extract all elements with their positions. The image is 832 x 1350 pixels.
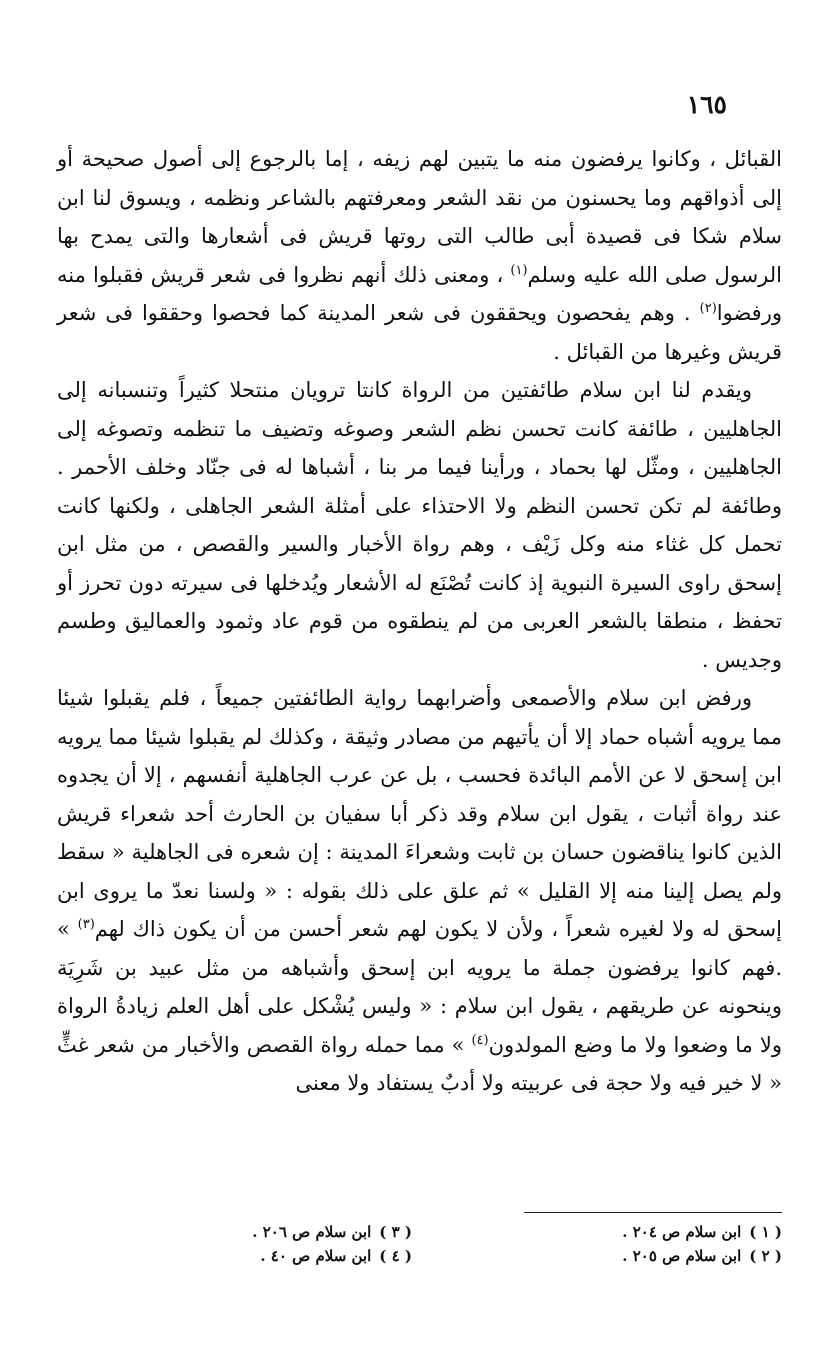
footnote-number: ( ٤ ) [379, 1247, 412, 1265]
text-segment: ورفض ابن سلام والأصمعى وأضرابهما رواية الطائفتين جميعاً ، فلم يقبلوا شيئا مما يرويه أشباه حماد إلا أن يأتيهم من مصادر وثيقة ، وكذلك لم يقبلوا شيئا مما يرويه ابن إسحق لا عن الأمم البائدة فحسب ، بل عن عرب الجاهلية أنفسهم ، إلا أن يجدوه عند رواة أثبات ، يقول ابن سلام وقد ذكر أبا سفيان بن الحارث أحد شعراء قريش الذين كانوا يناقضون حسان بن ثابت وشعراءَ المدينة : إن شعره فى الجاهلية « سقط ولم يصل إلينا منه إلا القليل » ثم علق على ذلك بقوله : « ولسنا نعدّ ما يروى ابن إسحق له ولا لغيره شعراً ، ولأن لا يكون لهم شعر أحسن من أن يكون ذاك لهم [57, 686, 782, 941]
paragraph-2 [57, 371, 782, 679]
text-segment: ويقدم لنا ابن سلام طائفتين من الرواة كانتا ترويان منتحلا كثيراً وتنسبانه إلى الجاهليين ، طائفة كانت تحسن نظم الشعر وصوغه وتضيف ما تنظمه وتصوغه إلى الجاهليين ، ومثّل لها بحماد ، ورأينا فيما مر بنا ، أشباها له فى جنّاد وخلف الأحمر . وطائفة لم تكن تحسن النظم ولا الاحتذاء على أمثلة الشعر الجاهلى ، ولكنها كانت تحمل كل غثاء منه وكل زَيْف ، وهم رواة الأخبار والسير والقصص ، من مثل ابن إسحق راوى السيرة النبوية إذ كانت تُصْنَع له الأشعار ويُدخلها فى سيرته دون تحرز أو تحفظ ، منطقا بالشعر العربى من لم ينطقوه من قوم عاد وثمود والعماليق وطسم وجديس . [57, 378, 782, 672]
paragraph-1 [57, 140, 782, 371]
footnote-divider [524, 1212, 782, 1213]
text-segment: » مما حمله رواة القصص والأخبار من شعر غثٍّ « لا خير فيه ولا حجة فى عربيته ولا أدبٌ يستفاد ولا معنى [57, 1032, 782, 1095]
footnote-ref-3[interactable]: (٣) [77, 917, 95, 932]
footnote-text: ابن سلام ص ٢٠٤ . [622, 1223, 742, 1241]
footnotes [57, 1220, 782, 1280]
footnote-text: ابن سلام ص ٢٠٦ . [252, 1223, 372, 1241]
footnote-text: ابن سلام ص ٢٠٥ . [622, 1247, 742, 1265]
footnote-ref-4[interactable]: (٤) [471, 1032, 489, 1048]
text-segment: » .فهم كانوا يرفضون جملة ما يرويه ابن إسحق وأشباهه من مثل عبيد بن شَرِيَة وينحونه عن طريقهم ، يقول ابن سلام : « وليس يُشْكل على أهل العلم زيادةُ الرواة ولا ما وضعوا ولا ما وضع المولدون [57, 917, 782, 1057]
footnote-ref-2[interactable]: (٢) [699, 301, 717, 316]
footnote-ref-1[interactable]: (١) [510, 262, 528, 278]
footnote-4 [260, 1244, 412, 1268]
text-segment: . وهم يفحصون ويحققون فى شعر المدينة كما فحصوا وحققوا فى شعر قريش وغيرها من القبائل . [57, 301, 782, 364]
body-text [57, 140, 782, 1103]
footnote-number: ( ٣ ) [379, 1223, 412, 1241]
page-number: ١٦٥ [686, 90, 727, 119]
text-segment: القبائل ، وكانوا يرفضون منه ما يتبين لهم زيفه ، إما بالرجوع إلى أصول صحيحة أو إلى أذواقهم وما يحسنون من نقد الشعر ومعرفتهم بالشاعر ونظمه ، ويسوق لنا ابن سلام شكا فى قصيدة أبى طالب التى روتها قريش فى أشعارها والتى يمدح بها الرسول صلى الله عليه وسلم [57, 147, 783, 287]
footnote-number: ( ٢ ) [749, 1247, 782, 1265]
footnote-2 [622, 1244, 782, 1268]
footnote-1 [622, 1220, 782, 1244]
paragraph-3 [57, 679, 782, 1103]
footnote-number: ( ١ ) [749, 1223, 782, 1241]
text-segment: ، ومعنى ذلك أنهم نظروا فى شعر قريش فقبلوا منه ورفضوا [57, 262, 782, 325]
footnote-3 [252, 1220, 412, 1244]
footnote-text: ابن سلام ص ٤٠ . [260, 1247, 372, 1265]
